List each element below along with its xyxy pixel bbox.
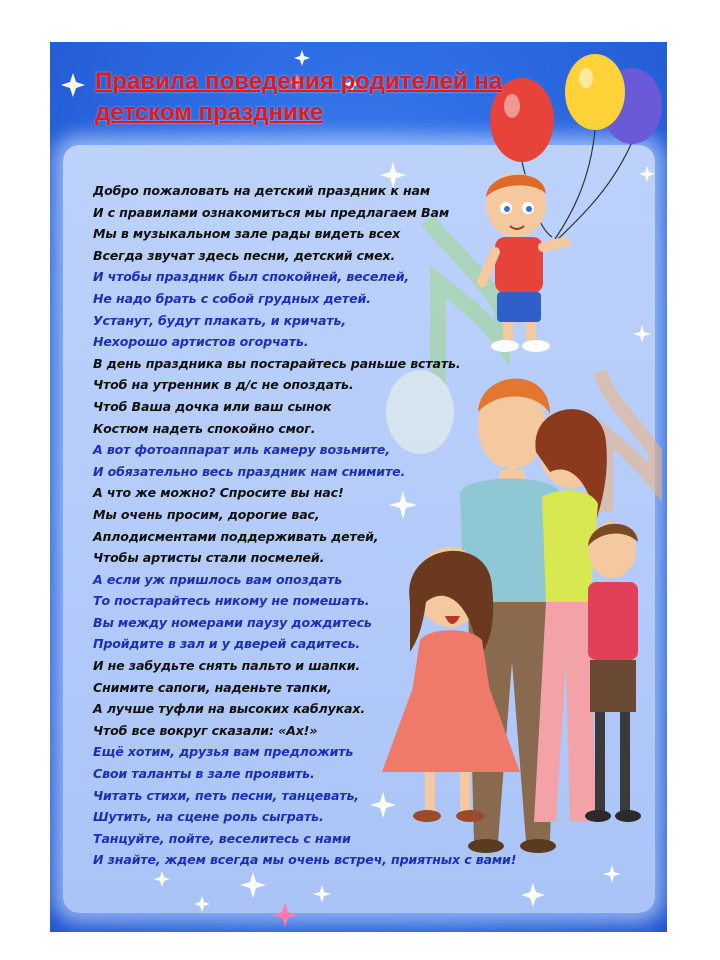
poem-line: То постарайтесь никому не помешать. — [93, 593, 370, 609]
poem-line: А вот фотоаппарат иль камеру возьмите, — [93, 442, 390, 458]
poem-line: Чтобы артисты стали посмелей. — [93, 550, 325, 566]
poem-line: Ещё хотим, друзья вам предложить — [93, 744, 354, 760]
poem-line: Всегда звучат здесь песни, детский смех. — [93, 247, 396, 263]
poem-line: Аплодисментами поддерживать детей, — [93, 528, 379, 544]
poem-line: Устанут, будут плакать, и кричать, — [93, 312, 347, 328]
poem-line: И обязательно весь праздник нам снимите. — [93, 463, 406, 479]
poem-line: Вы между номерами паузу дождитесь — [93, 614, 372, 630]
poem-line: Читать стихи, петь песни, танцевать, — [93, 787, 359, 803]
poem-text — [93, 180, 563, 871]
poem-line: Не надо брать с собой грудных детей. — [93, 290, 371, 306]
poem-line: Мы в музыкальном зале рады видеть всех — [93, 226, 401, 242]
poem-line: И чтобы праздник был спокойней, веселей, — [93, 269, 410, 285]
poem-line: Чтоб Ваша дочка или ваш сынок — [93, 398, 332, 414]
poem-line: Снимите сапоги, наденьте тапки, — [93, 679, 332, 695]
poem-line: Костюм надеть спокойно смог. — [93, 420, 316, 436]
poem-line: А лучше туфли на высоких каблуках. — [93, 701, 366, 717]
poem-line: Мы очень просим, дорогие вас, — [93, 506, 320, 522]
poem-line: А если уж пришлось вам опоздать — [93, 571, 343, 587]
poem-line: И не забудьте снять пальто и шапки. — [93, 658, 361, 674]
poem-line: Добро пожаловать на детский праздник к нам — [93, 183, 431, 198]
poem-line: А что же можно? Спросите вы нас! — [93, 485, 344, 501]
poster-title: Правила поведения родителей на детском празднике — [95, 68, 503, 126]
poem-line: Пройдите в зал и у дверей садитесь. — [93, 636, 361, 652]
poem-line: Чтоб на утренник в д/с не опоздать. — [93, 377, 354, 393]
poem-line: И знайте, ждем всегда мы очень встреч, приятных с вами! — [93, 852, 517, 868]
poem-line: Танцуйте, пойте, веселитесь с нами — [93, 830, 351, 846]
poem-line: Нехорошо артистов огорчать. — [93, 334, 309, 350]
poem-line: Свои таланты в зале проявить. — [93, 766, 315, 782]
poem-line: И с правилами ознакомиться мы предлагаем Вам — [93, 204, 449, 220]
poem-line: В день праздника вы постарайтесь раньше встать. — [93, 355, 461, 371]
poem-line: Шутить, на сцене роль сыграть. — [93, 809, 324, 825]
poster — [50, 42, 667, 932]
music-note-orange — [600, 372, 655, 512]
poem-line: Чтоб все вокруг сказали: «Ах!» — [93, 722, 318, 738]
